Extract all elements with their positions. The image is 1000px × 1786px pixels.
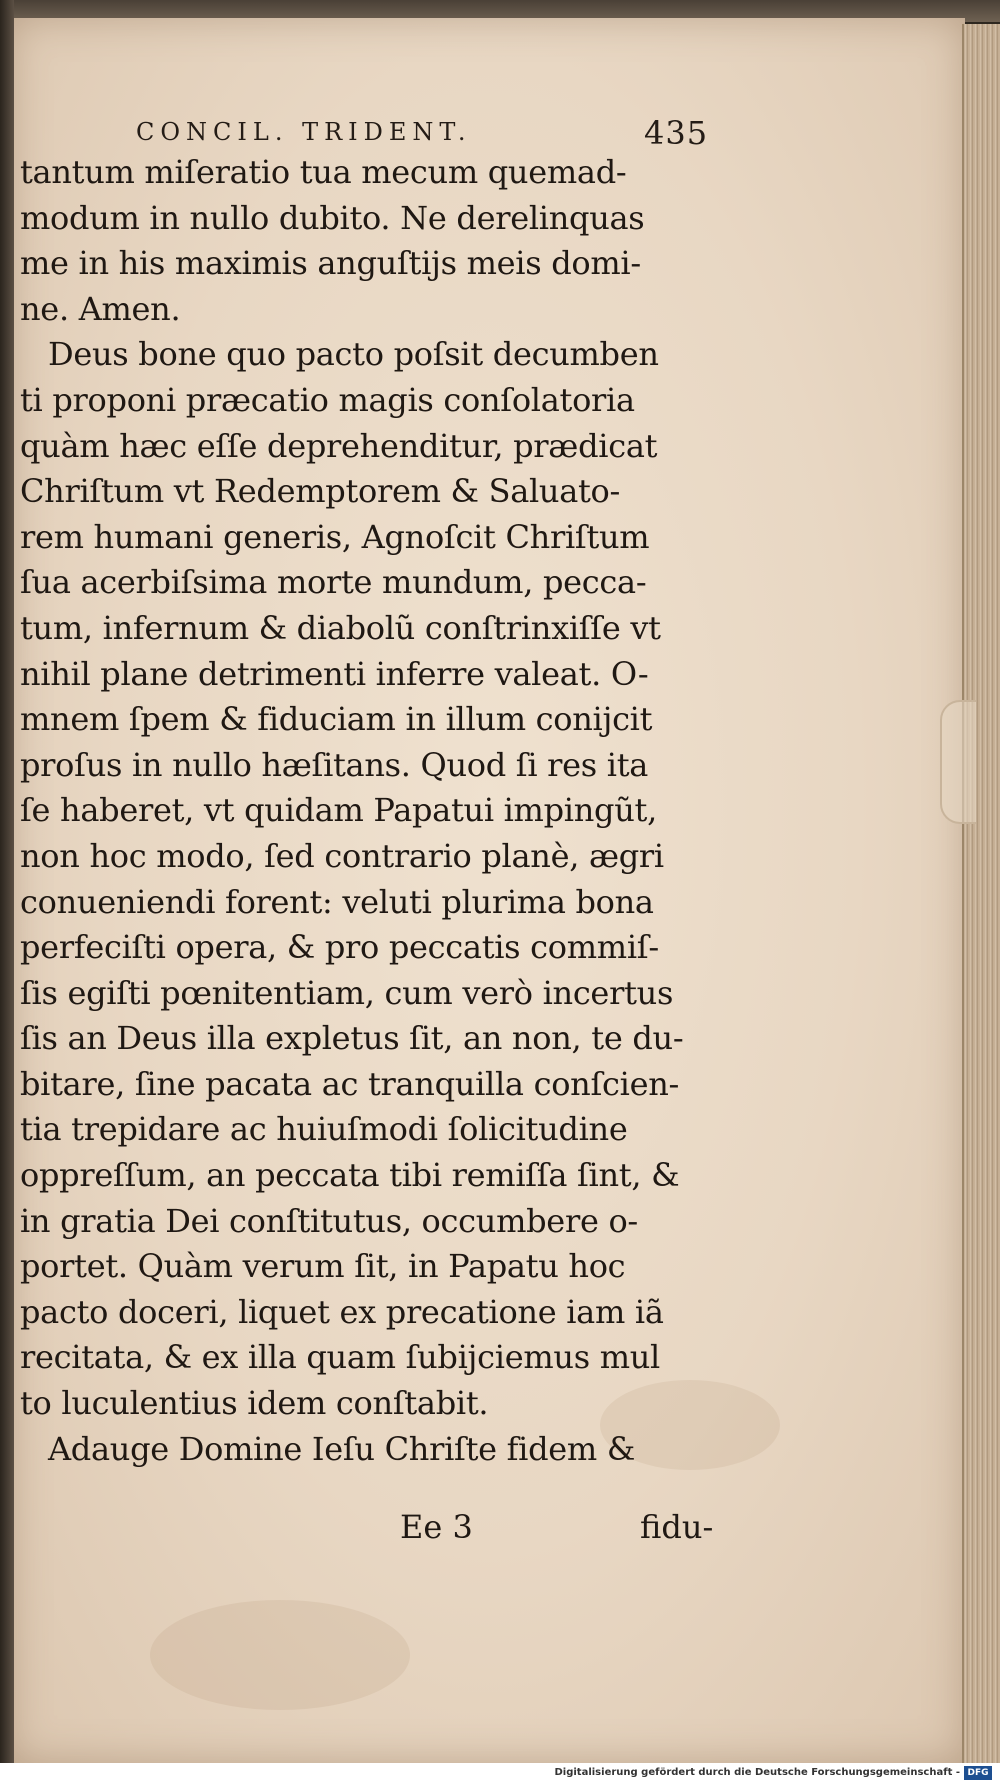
text-line: modum in nullo dubito. Ne derelinquas — [20, 198, 645, 237]
text-line: ſis egiſti pœnitentiam, cum verò incertus — [20, 973, 674, 1012]
catchword: fidu- — [640, 1508, 714, 1546]
text-line: to luculentius idem conſtabit. — [20, 1384, 489, 1423]
text-line: ſua acerbiſsima morte mundum, pecca- — [20, 563, 647, 602]
text-line: in gratia Dei conſtitutus, occumbere o- — [20, 1201, 638, 1240]
text-line: tum, infernum & diabolũ conſtrinxiſſe vt — [20, 608, 661, 647]
text-line: me in his maximis anguſtijs meis domi- — [20, 244, 641, 283]
text-line: oppreſſum, an peccata tibi remiſſa ſint, & — [20, 1156, 680, 1195]
text-line: ti proponi præcatio magis conſolatoria — [20, 380, 635, 419]
text-line: Chriſtum vt Redemptorem & Saluato- — [20, 472, 621, 511]
text-line: perfeciſti opera, & pro peccatis commiſ- — [20, 928, 659, 967]
text-line: nihil plane detrimenti inferre valeat. O- — [20, 654, 649, 693]
page-footer — [400, 1508, 730, 1552]
text-line: rem humani generis, Agnoſcit Chriſtum — [20, 517, 650, 556]
running-head: CONCIL. TRIDENT. — [136, 118, 472, 146]
text-line: ſis an Deus illa expletus ſit, an non, te du- — [20, 1019, 684, 1058]
text-line: ſe haberet, vt quidam Papatui impingũt, — [20, 791, 657, 830]
page-header — [136, 114, 716, 150]
body-text — [20, 150, 720, 1472]
page-number: 435 — [644, 114, 709, 152]
signature-mark: Ee 3 — [400, 1508, 473, 1546]
text-line: Adauge Domine Ieſu Chriſte fidem & — [48, 1429, 636, 1468]
text-line: Deus bone quo pacto poſsit decumben — [48, 335, 659, 374]
text-line: tia trepidare ac huiuſmodi ſolicitudine — [20, 1110, 628, 1149]
text-line: recitata, & ex illa quam ſubijciemus mul — [20, 1338, 660, 1377]
dfg-logo: DFG — [964, 1766, 992, 1780]
text-line: quàm hæc eſſe deprehenditur, prædicat — [20, 426, 658, 465]
text-line: ne. Amen. — [20, 289, 181, 328]
text-line: conueniendi forent: veluti plurima bona — [20, 882, 654, 921]
text-line: portet. Quàm verum ſit, in Papatu hoc — [20, 1247, 626, 1286]
text-line: mnem ſpem & fiduciam in illum conijcit — [20, 700, 653, 739]
text-line: tantum miſeratio tua mecum quemad- — [20, 153, 627, 191]
text-line: non hoc modo, ſed contrario planè, ægri — [20, 836, 664, 875]
text-line: proſus in nullo hæſitans. Quod ſi res ita — [20, 745, 649, 784]
text-line: bitare, ſine pacata ac tranquilla conſcien- — [20, 1064, 680, 1103]
text-line: pacto doceri, liquet ex precatione iam iã — [20, 1292, 664, 1331]
digitization-credit: Digitalisierung gefördert durch die Deutsche Forschungsgemeinschaft - — [554, 1767, 960, 1778]
